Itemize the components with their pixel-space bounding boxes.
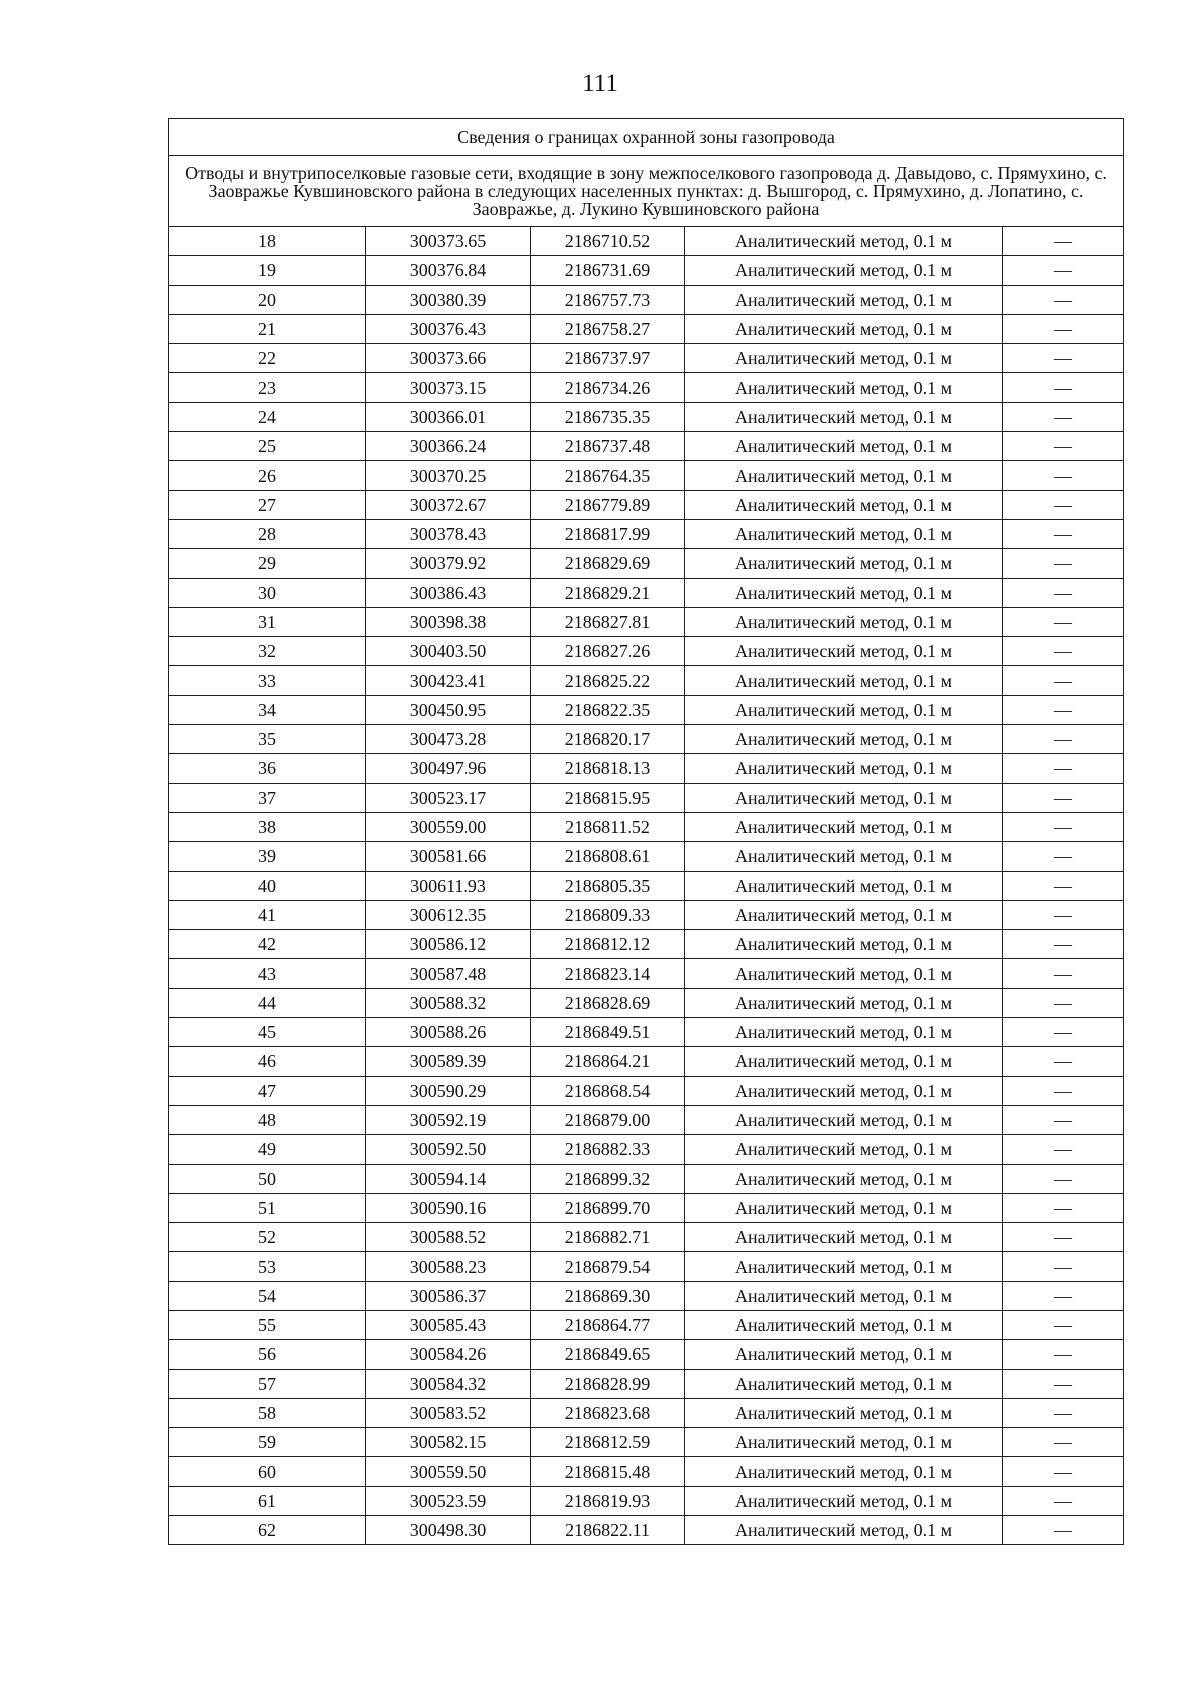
method-cell: Аналитический метод, 0.1 м	[685, 1252, 1003, 1281]
dash-cell: —	[1003, 1193, 1124, 1222]
point-number-cell: 22	[169, 344, 366, 373]
dash-cell: —	[1003, 607, 1124, 636]
point-number-cell: 58	[169, 1398, 366, 1427]
dash-cell: —	[1003, 1428, 1124, 1457]
table-title: Сведения о границах охранной зоны газопровода	[169, 119, 1124, 156]
dash-cell: —	[1003, 344, 1124, 373]
dash-cell: —	[1003, 1398, 1124, 1427]
table-row	[169, 1516, 1124, 1545]
x-coordinate-cell: 300398.38	[366, 607, 531, 636]
dash-cell: —	[1003, 1018, 1124, 1047]
x-coordinate-cell: 300594.14	[366, 1164, 531, 1193]
method-cell: Аналитический метод, 0.1 м	[685, 314, 1003, 343]
y-coordinate-cell: 2186882.33	[531, 1135, 685, 1164]
dash-cell: —	[1003, 666, 1124, 695]
x-coordinate-cell: 300386.43	[366, 578, 531, 607]
point-number-cell: 53	[169, 1252, 366, 1281]
point-number-cell: 39	[169, 842, 366, 871]
table-row	[169, 1164, 1124, 1193]
dash-cell: —	[1003, 432, 1124, 461]
y-coordinate-cell: 2186758.27	[531, 314, 685, 343]
dash-cell: —	[1003, 812, 1124, 841]
method-cell: Аналитический метод, 0.1 м	[685, 1428, 1003, 1457]
y-coordinate-cell: 2186710.52	[531, 227, 685, 256]
method-cell: Аналитический метод, 0.1 м	[685, 1457, 1003, 1486]
y-coordinate-cell: 2186731.69	[531, 256, 685, 285]
x-coordinate-cell: 300592.19	[366, 1105, 531, 1134]
x-coordinate-cell: 300559.50	[366, 1457, 531, 1486]
method-cell: Аналитический метод, 0.1 м	[685, 549, 1003, 578]
point-number-cell: 40	[169, 871, 366, 900]
x-coordinate-cell: 300590.29	[366, 1076, 531, 1105]
dash-cell: —	[1003, 1310, 1124, 1339]
x-coordinate-cell: 300588.32	[366, 988, 531, 1017]
dash-cell: —	[1003, 1223, 1124, 1252]
table-row	[169, 1369, 1124, 1398]
y-coordinate-cell: 2186849.65	[531, 1340, 685, 1369]
table-row	[169, 461, 1124, 490]
table-row	[169, 549, 1124, 578]
x-coordinate-cell: 300590.16	[366, 1193, 531, 1222]
method-cell: Аналитический метод, 0.1 м	[685, 344, 1003, 373]
method-cell: Аналитический метод, 0.1 м	[685, 373, 1003, 402]
point-number-cell: 47	[169, 1076, 366, 1105]
method-cell: Аналитический метод, 0.1 м	[685, 1135, 1003, 1164]
point-number-cell: 43	[169, 959, 366, 988]
x-coordinate-cell: 300523.59	[366, 1486, 531, 1515]
table-row	[169, 256, 1124, 285]
dash-cell: —	[1003, 1076, 1124, 1105]
dash-cell: —	[1003, 695, 1124, 724]
dash-cell: —	[1003, 1486, 1124, 1515]
table-title-row	[169, 119, 1124, 156]
dash-cell: —	[1003, 1340, 1124, 1369]
point-number-cell: 48	[169, 1105, 366, 1134]
point-number-cell: 50	[169, 1164, 366, 1193]
y-coordinate-cell: 2186868.54	[531, 1076, 685, 1105]
table-row	[169, 871, 1124, 900]
y-coordinate-cell: 2186820.17	[531, 725, 685, 754]
method-cell: Аналитический метод, 0.1 м	[685, 783, 1003, 812]
method-cell: Аналитический метод, 0.1 м	[685, 666, 1003, 695]
table-row	[169, 402, 1124, 431]
y-coordinate-cell: 2186737.48	[531, 432, 685, 461]
point-number-cell: 21	[169, 314, 366, 343]
y-coordinate-cell: 2186899.32	[531, 1164, 685, 1193]
dash-cell: —	[1003, 1164, 1124, 1193]
table-row	[169, 1135, 1124, 1164]
point-number-cell: 25	[169, 432, 366, 461]
y-coordinate-cell: 2186823.14	[531, 959, 685, 988]
x-coordinate-cell: 300584.32	[366, 1369, 531, 1398]
x-coordinate-cell: 300473.28	[366, 725, 531, 754]
dash-cell: —	[1003, 256, 1124, 285]
y-coordinate-cell: 2186737.97	[531, 344, 685, 373]
y-coordinate-cell: 2186818.13	[531, 754, 685, 783]
y-coordinate-cell: 2186805.35	[531, 871, 685, 900]
point-number-cell: 18	[169, 227, 366, 256]
table-row	[169, 695, 1124, 724]
point-number-cell: 60	[169, 1457, 366, 1486]
point-number-cell: 44	[169, 988, 366, 1017]
table-row	[169, 1281, 1124, 1310]
method-cell: Аналитический метод, 0.1 м	[685, 1193, 1003, 1222]
table-row	[169, 285, 1124, 314]
dash-cell: —	[1003, 637, 1124, 666]
table-subtitle: Отводы и внутрипоселковые газовые сети, входящие в зону межпоселкового газопровода д. Давыдово, с. Прямухино, с. Заовражье Кувшиновского района в следующих населенных пунктах: д. Вышгород, с. Прямухино, д. Лопатино, с. Заовражье, д. Лукино Кувшиновского района	[169, 156, 1124, 227]
y-coordinate-cell: 2186879.00	[531, 1105, 685, 1134]
method-cell: Аналитический метод, 0.1 м	[685, 519, 1003, 548]
method-cell: Аналитический метод, 0.1 м	[685, 461, 1003, 490]
table-row	[169, 314, 1124, 343]
x-coordinate-cell: 300612.35	[366, 900, 531, 929]
point-number-cell: 37	[169, 783, 366, 812]
x-coordinate-cell: 300592.50	[366, 1135, 531, 1164]
x-coordinate-cell: 300588.26	[366, 1018, 531, 1047]
table-row	[169, 227, 1124, 256]
point-number-cell: 45	[169, 1018, 366, 1047]
table-row	[169, 1398, 1124, 1427]
table-row	[169, 432, 1124, 461]
point-number-cell: 57	[169, 1369, 366, 1398]
x-coordinate-cell: 300581.66	[366, 842, 531, 871]
point-number-cell: 29	[169, 549, 366, 578]
point-number-cell: 24	[169, 402, 366, 431]
table-row	[169, 637, 1124, 666]
y-coordinate-cell: 2186829.69	[531, 549, 685, 578]
page-number: 111	[582, 70, 618, 97]
table-row	[169, 1105, 1124, 1134]
y-coordinate-cell: 2186823.68	[531, 1398, 685, 1427]
y-coordinate-cell: 2186811.52	[531, 812, 685, 841]
method-cell: Аналитический метод, 0.1 м	[685, 607, 1003, 636]
method-cell: Аналитический метод, 0.1 м	[685, 1486, 1003, 1515]
x-coordinate-cell: 300611.93	[366, 871, 531, 900]
table-row	[169, 666, 1124, 695]
point-number-cell: 23	[169, 373, 366, 402]
x-coordinate-cell: 300586.12	[366, 930, 531, 959]
x-coordinate-cell: 300423.41	[366, 666, 531, 695]
method-cell: Аналитический метод, 0.1 м	[685, 1105, 1003, 1134]
point-number-cell: 34	[169, 695, 366, 724]
method-cell: Аналитический метод, 0.1 м	[685, 1340, 1003, 1369]
x-coordinate-cell: 300589.39	[366, 1047, 531, 1076]
table-row	[169, 754, 1124, 783]
point-number-cell: 33	[169, 666, 366, 695]
x-coordinate-cell: 300523.17	[366, 783, 531, 812]
point-number-cell: 52	[169, 1223, 366, 1252]
x-coordinate-cell: 300583.52	[366, 1398, 531, 1427]
y-coordinate-cell: 2186899.70	[531, 1193, 685, 1222]
method-cell: Аналитический метод, 0.1 м	[685, 285, 1003, 314]
x-coordinate-cell: 300588.52	[366, 1223, 531, 1252]
method-cell: Аналитический метод, 0.1 м	[685, 900, 1003, 929]
x-coordinate-cell: 300373.66	[366, 344, 531, 373]
y-coordinate-cell: 2186779.89	[531, 490, 685, 519]
dash-cell: —	[1003, 900, 1124, 929]
dash-cell: —	[1003, 754, 1124, 783]
table-row	[169, 812, 1124, 841]
x-coordinate-cell: 300366.01	[366, 402, 531, 431]
dash-cell: —	[1003, 227, 1124, 256]
table-body	[169, 119, 1124, 1545]
point-number-cell: 61	[169, 1486, 366, 1515]
y-coordinate-cell: 2186764.35	[531, 461, 685, 490]
dash-cell: —	[1003, 519, 1124, 548]
x-coordinate-cell: 300403.50	[366, 637, 531, 666]
method-cell: Аналитический метод, 0.1 м	[685, 637, 1003, 666]
table-row	[169, 842, 1124, 871]
method-cell: Аналитический метод, 0.1 м	[685, 988, 1003, 1017]
method-cell: Аналитический метод, 0.1 м	[685, 930, 1003, 959]
point-number-cell: 46	[169, 1047, 366, 1076]
table-row	[169, 1018, 1124, 1047]
method-cell: Аналитический метод, 0.1 м	[685, 1369, 1003, 1398]
table-row	[169, 344, 1124, 373]
point-number-cell: 41	[169, 900, 366, 929]
x-coordinate-cell: 300370.25	[366, 461, 531, 490]
dash-cell: —	[1003, 1135, 1124, 1164]
method-cell: Аналитический метод, 0.1 м	[685, 1076, 1003, 1105]
method-cell: Аналитический метод, 0.1 м	[685, 578, 1003, 607]
x-coordinate-cell: 300587.48	[366, 959, 531, 988]
dash-cell: —	[1003, 1516, 1124, 1545]
method-cell: Аналитический метод, 0.1 м	[685, 1281, 1003, 1310]
point-number-cell: 30	[169, 578, 366, 607]
point-number-cell: 31	[169, 607, 366, 636]
table-row	[169, 1047, 1124, 1076]
table-row	[169, 900, 1124, 929]
dash-cell: —	[1003, 1105, 1124, 1134]
y-coordinate-cell: 2186822.11	[531, 1516, 685, 1545]
table-row	[169, 490, 1124, 519]
x-coordinate-cell: 300379.92	[366, 549, 531, 578]
point-number-cell: 49	[169, 1135, 366, 1164]
table-row	[169, 373, 1124, 402]
point-number-cell: 62	[169, 1516, 366, 1545]
point-number-cell: 38	[169, 812, 366, 841]
point-number-cell: 28	[169, 519, 366, 548]
method-cell: Аналитический метод, 0.1 м	[685, 1164, 1003, 1193]
y-coordinate-cell: 2186735.35	[531, 402, 685, 431]
y-coordinate-cell: 2186882.71	[531, 1223, 685, 1252]
method-cell: Аналитический метод, 0.1 м	[685, 871, 1003, 900]
method-cell: Аналитический метод, 0.1 м	[685, 256, 1003, 285]
point-number-cell: 56	[169, 1340, 366, 1369]
table-row	[169, 1457, 1124, 1486]
y-coordinate-cell: 2186812.12	[531, 930, 685, 959]
x-coordinate-cell: 300373.65	[366, 227, 531, 256]
table-row	[169, 959, 1124, 988]
table-row	[169, 1340, 1124, 1369]
point-number-cell: 27	[169, 490, 366, 519]
table-row	[169, 1076, 1124, 1105]
x-coordinate-cell: 300376.43	[366, 314, 531, 343]
table-row	[169, 1428, 1124, 1457]
method-cell: Аналитический метод, 0.1 м	[685, 1398, 1003, 1427]
table-row	[169, 607, 1124, 636]
y-coordinate-cell: 2186822.35	[531, 695, 685, 724]
table-row	[169, 725, 1124, 754]
y-coordinate-cell: 2186734.26	[531, 373, 685, 402]
y-coordinate-cell: 2186757.73	[531, 285, 685, 314]
method-cell: Аналитический метод, 0.1 м	[685, 754, 1003, 783]
y-coordinate-cell: 2186827.81	[531, 607, 685, 636]
x-coordinate-cell: 300366.24	[366, 432, 531, 461]
dash-cell: —	[1003, 461, 1124, 490]
x-coordinate-cell: 300373.15	[366, 373, 531, 402]
y-coordinate-cell: 2186849.51	[531, 1018, 685, 1047]
table-row	[169, 783, 1124, 812]
table-row	[169, 1193, 1124, 1222]
method-cell: Аналитический метод, 0.1 м	[685, 725, 1003, 754]
x-coordinate-cell: 300588.23	[366, 1252, 531, 1281]
point-number-cell: 55	[169, 1310, 366, 1339]
point-number-cell: 36	[169, 754, 366, 783]
table-row	[169, 1486, 1124, 1515]
dash-cell: —	[1003, 285, 1124, 314]
x-coordinate-cell: 300372.67	[366, 490, 531, 519]
x-coordinate-cell: 300582.15	[366, 1428, 531, 1457]
y-coordinate-cell: 2186812.59	[531, 1428, 685, 1457]
y-coordinate-cell: 2186815.48	[531, 1457, 685, 1486]
dash-cell: —	[1003, 490, 1124, 519]
method-cell: Аналитический метод, 0.1 м	[685, 1310, 1003, 1339]
x-coordinate-cell: 300497.96	[366, 754, 531, 783]
x-coordinate-cell: 300584.26	[366, 1340, 531, 1369]
method-cell: Аналитический метод, 0.1 м	[685, 490, 1003, 519]
y-coordinate-cell: 2186829.21	[531, 578, 685, 607]
point-number-cell: 54	[169, 1281, 366, 1310]
y-coordinate-cell: 2186809.33	[531, 900, 685, 929]
method-cell: Аналитический метод, 0.1 м	[685, 1047, 1003, 1076]
dash-cell: —	[1003, 930, 1124, 959]
dash-cell: —	[1003, 1369, 1124, 1398]
dash-cell: —	[1003, 988, 1124, 1017]
table-row	[169, 578, 1124, 607]
y-coordinate-cell: 2186817.99	[531, 519, 685, 548]
x-coordinate-cell: 300586.37	[366, 1281, 531, 1310]
table-row	[169, 1223, 1124, 1252]
dash-cell: —	[1003, 402, 1124, 431]
method-cell: Аналитический метод, 0.1 м	[685, 432, 1003, 461]
x-coordinate-cell: 300585.43	[366, 1310, 531, 1339]
method-cell: Аналитический метод, 0.1 м	[685, 812, 1003, 841]
y-coordinate-cell: 2186828.99	[531, 1369, 685, 1398]
point-number-cell: 20	[169, 285, 366, 314]
dash-cell: —	[1003, 578, 1124, 607]
x-coordinate-cell: 300559.00	[366, 812, 531, 841]
point-number-cell: 35	[169, 725, 366, 754]
method-cell: Аналитический метод, 0.1 м	[685, 227, 1003, 256]
dash-cell: —	[1003, 373, 1124, 402]
x-coordinate-cell: 300380.39	[366, 285, 531, 314]
table-row	[169, 930, 1124, 959]
dash-cell: —	[1003, 1252, 1124, 1281]
y-coordinate-cell: 2186879.54	[531, 1252, 685, 1281]
dash-cell: —	[1003, 1457, 1124, 1486]
point-number-cell: 19	[169, 256, 366, 285]
point-number-cell: 59	[169, 1428, 366, 1457]
x-coordinate-cell: 300450.95	[366, 695, 531, 724]
table-row	[169, 988, 1124, 1017]
x-coordinate-cell: 300376.84	[366, 256, 531, 285]
dash-cell: —	[1003, 842, 1124, 871]
y-coordinate-cell: 2186819.93	[531, 1486, 685, 1515]
method-cell: Аналитический метод, 0.1 м	[685, 402, 1003, 431]
y-coordinate-cell: 2186864.77	[531, 1310, 685, 1339]
dash-cell: —	[1003, 314, 1124, 343]
table-row	[169, 1252, 1124, 1281]
table-subtitle-row	[169, 156, 1124, 227]
y-coordinate-cell: 2186864.21	[531, 1047, 685, 1076]
y-coordinate-cell: 2186825.22	[531, 666, 685, 695]
dash-cell: —	[1003, 871, 1124, 900]
dash-cell: —	[1003, 725, 1124, 754]
table-row	[169, 1310, 1124, 1339]
y-coordinate-cell: 2186808.61	[531, 842, 685, 871]
method-cell: Аналитический метод, 0.1 м	[685, 1018, 1003, 1047]
dash-cell: —	[1003, 549, 1124, 578]
method-cell: Аналитический метод, 0.1 м	[685, 1223, 1003, 1252]
method-cell: Аналитический метод, 0.1 м	[685, 842, 1003, 871]
dash-cell: —	[1003, 1047, 1124, 1076]
point-number-cell: 51	[169, 1193, 366, 1222]
point-number-cell: 42	[169, 930, 366, 959]
dash-cell: —	[1003, 1281, 1124, 1310]
method-cell: Аналитический метод, 0.1 м	[685, 1516, 1003, 1545]
y-coordinate-cell: 2186828.69	[531, 988, 685, 1017]
y-coordinate-cell: 2186869.30	[531, 1281, 685, 1310]
x-coordinate-cell: 300498.30	[366, 1516, 531, 1545]
dash-cell: —	[1003, 959, 1124, 988]
y-coordinate-cell: 2186827.26	[531, 637, 685, 666]
boundary-coordinates-table	[168, 118, 1124, 1545]
table-row	[169, 519, 1124, 548]
method-cell: Аналитический метод, 0.1 м	[685, 695, 1003, 724]
method-cell: Аналитический метод, 0.1 м	[685, 959, 1003, 988]
y-coordinate-cell: 2186815.95	[531, 783, 685, 812]
dash-cell: —	[1003, 783, 1124, 812]
point-number-cell: 26	[169, 461, 366, 490]
x-coordinate-cell: 300378.43	[366, 519, 531, 548]
point-number-cell: 32	[169, 637, 366, 666]
